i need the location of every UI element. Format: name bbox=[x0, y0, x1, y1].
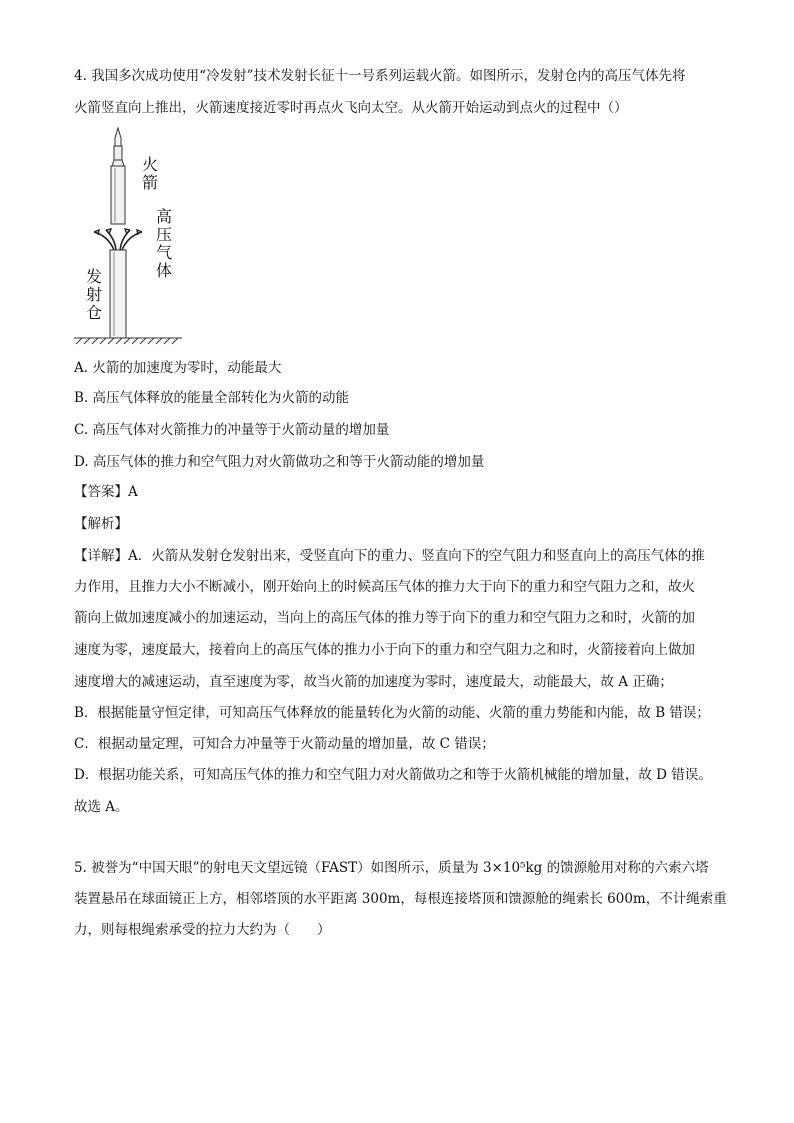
q4-analysis-tag: 【解析】 bbox=[74, 516, 128, 532]
gas-label-char-1: 高 bbox=[156, 207, 173, 226]
gas-label-char-2: 压 bbox=[156, 225, 173, 244]
q5-stem-line-3: 力，则每根绳索承受的拉力大约为（ ） bbox=[74, 922, 331, 938]
q4-explanation-line-3: 箭向上做加速度减小的加速运动，当向上的高压气体的推力等于向下的重力和空气阻力之和时，火箭的加 bbox=[74, 610, 695, 626]
gas-arrows bbox=[94, 229, 142, 250]
answer-tag: 【答案】 bbox=[74, 484, 128, 500]
q4-stem-line-2: 火箭竖直向上推出，火箭速度接近零时再点火飞向太空。从火箭开始运动到点火的过程中（） bbox=[74, 100, 628, 116]
q4-option-d: D. 高压气体的推力和空气阻力对火箭做功之和等于火箭动能的增加量 bbox=[74, 454, 485, 470]
q5-stem-line-1: 5. 被誉为“中国天眼”的射电天文望远镜（FAST）如图所示，质量为 3×10⁵kg 的馈源舱用对称的六索六塔 bbox=[74, 860, 709, 876]
q4-option-c: C. 高压气体对火箭推力的冲量等于火箭动量的增加量 bbox=[74, 422, 390, 438]
q4-explanation-line-1: 【详解】A．火箭从发射仓发射出来，受竖直向下的重力、竖直向下的空气阻力和竖直向上的高压气体的推 bbox=[74, 548, 705, 564]
rocket-silo-figure bbox=[70, 124, 190, 354]
gas-label-char-4: 体 bbox=[156, 261, 173, 280]
rocket-label-char-1: 火 bbox=[142, 155, 159, 174]
silo-label-char-2: 射 bbox=[86, 285, 103, 304]
silo-shape bbox=[110, 250, 126, 338]
silo-label-char-1: 发 bbox=[86, 267, 103, 286]
gas-label-char-3: 气 bbox=[156, 243, 173, 262]
q4-option-b: B. 高压气体释放的能量全部转化为火箭的动能 bbox=[74, 390, 350, 406]
answer-value: A bbox=[128, 484, 138, 500]
q4-explanation-line-2: 力作用，且推力大小不断减小，刚开始向上的时候高压气体的推力大于向下的重力和空气阻力之和，故火 bbox=[74, 579, 695, 595]
q4-explanation-line-6: B．根据能量守恒定律，可知高压气体释放的能量转化为火箭的动能、火箭的重力势能和内能，故 B 错误； bbox=[74, 705, 710, 721]
rocket-label-char-2: 箭 bbox=[142, 173, 159, 192]
ground-hatch bbox=[74, 338, 182, 344]
silo-label-char-3: 仓 bbox=[86, 303, 103, 322]
q4-stem-line-1: 4. 我国多次成功使用“冷发射”技术发射长征十一号系列运载火箭。如图所示，发射仓内的高压气体先将 bbox=[74, 68, 686, 84]
q4-explanation-line-9: 故选 A。 bbox=[74, 799, 129, 815]
q4-explanation-line-8: D．根据功能关系，可知高压气体的推力和空气阻力对火箭做功之和等于火箭机械能的增加量，故 D 错误。 bbox=[74, 767, 712, 783]
q4-explanation-line-5: 速度增大的减速运动，直至速度为零，故当火箭的加速度为零时，速度最大，动能最大，故 A 正确； bbox=[74, 674, 673, 690]
rocket-shape bbox=[111, 128, 125, 224]
q4-option-a: A. 火箭的加速度为零时，动能最大 bbox=[74, 360, 282, 376]
q4-explanation-line-4: 速度为零，速度最大，接着向上的高压气体的推力小于向下的重力和空气阻力之和时，火箭接着向上做加 bbox=[74, 642, 695, 658]
q5-stem-line-2: 装置悬吊在球面镜正上方，相邻塔顶的水平距离 300m，每根连接塔顶和馈源舱的绳索长 600m，不计绳索重 bbox=[74, 891, 727, 907]
q4-explanation-line-7: C．根据动量定理，可知合力冲量等于火箭动量的增加量，故 C 错误； bbox=[74, 736, 495, 752]
q4-answer-line bbox=[74, 482, 138, 502]
